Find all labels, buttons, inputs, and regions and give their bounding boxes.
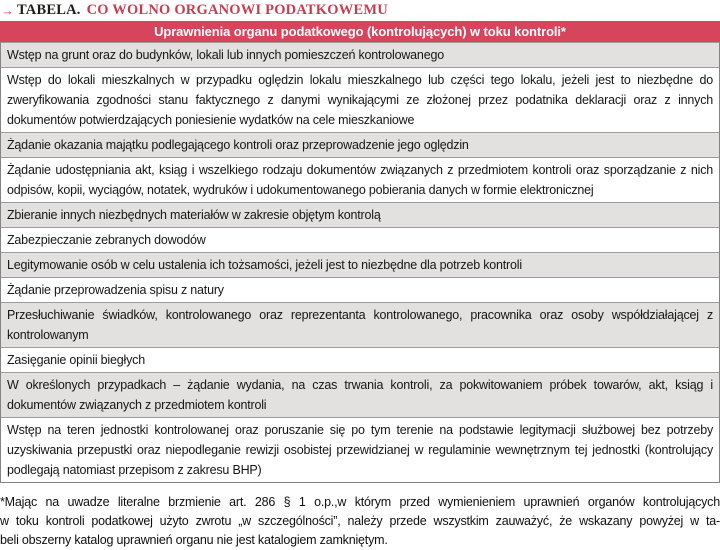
kicker-label: TABELA. [17, 2, 81, 18]
table-row: Żądanie przeprowadzenia spisu z natury [1, 278, 719, 303]
table-row: Legitymowanie osób w celu ustalenia ich tożsamości, jeżeli jest to niezbędne dla potrzeb kontroli [1, 253, 719, 278]
rights-table-body [0, 42, 720, 483]
footnote-line: beli obszerny katalog uprawnień organu nie jest katalogiem zamkniętym. [0, 533, 388, 547]
footnote-line: w toku kontroli podatkowej użyto zwrotu „w szczególności”, należy przede wszystkim zauważyć, że wskazany powyżej w ta- [0, 514, 720, 528]
footnote-line: *Mając na uwadze literalne brzmienie art. 286 § 1 o.p.,w którym przed wymienieniem uprawnień organów kontrolujących [0, 495, 720, 509]
table-row: Wstęp do lokali mieszkalnych w przypadku oględzin lokalu mieszkalnego lub części tego lokalu, jeżeli jest to niezbędne do zweryfikowania zgodności stanu faktycznego z danymi wynikającymi ze złożonej przez podatnika deklaracji oraz z innych dokumentów potwierdzających poniesienie wydatków na cele mieszkaniowe [1, 68, 719, 133]
table-row: Przesłuchiwanie świadków, kontrolowanego oraz reprezentanta kontrolowanego, pracownika oraz osoby współdziałającej z kontrolowanym [1, 303, 719, 348]
footnote [0, 493, 720, 550]
table-row: Wstęp na grunt oraz do budynków, lokali lub innych pomieszczeń kontrolowanego [1, 43, 719, 68]
table-row: Zabezpieczanie zebranych dowodów [1, 228, 719, 253]
table-row: W określonych przypadkach – żądanie wydania, na czas trwania kontroli, za pokwitowaniem próbek towarów, akt, ksiąg i dokumentów związanych z przedmiotem kontroli [1, 373, 719, 418]
table-row: Żądanie okazania majątku podlegającego kontroli oraz przeprowadzenie jego oględzin [1, 133, 719, 158]
arrow-right-icon: → [1, 3, 14, 18]
table-kicker-bar [0, 0, 720, 20]
table-row: Żądanie udostępniania akt, ksiąg i wszelkiego rodzaju dokumentów związanych z przedmiotem kontroli oraz sporządzanie z nich odpisów, kopii, wyciągów, notatek, wydruków i udokumentowanego pobierania danych w formie elektronicznej [1, 158, 719, 203]
table-row: Wstęp na teren jednostki kontrolowanej oraz poruszanie się po tym terenie na podstawie legitymacji służbowej bez potrzeby uzyskiwania przepustki oraz niepodleganie rewizji osobistej przewidzianej w regulaminie wewnętrznym tej jednostki (kontrolujący podlegają natomiast przepisom z zakresu BHP) [1, 418, 719, 482]
rights-table [0, 21, 720, 483]
table-row: Zasięganie opinii biegłych [1, 348, 719, 373]
table-row: Zbieranie innych niezbędnych materiałów w zakresie objętym kontrolą [1, 203, 719, 228]
page-title: CO WOLNO ORGANOWI PODATKOWEMU [86, 2, 388, 18]
table-header: Uprawnienia organu podatkowego (kontrolujących) w toku kontroli* [0, 21, 720, 42]
